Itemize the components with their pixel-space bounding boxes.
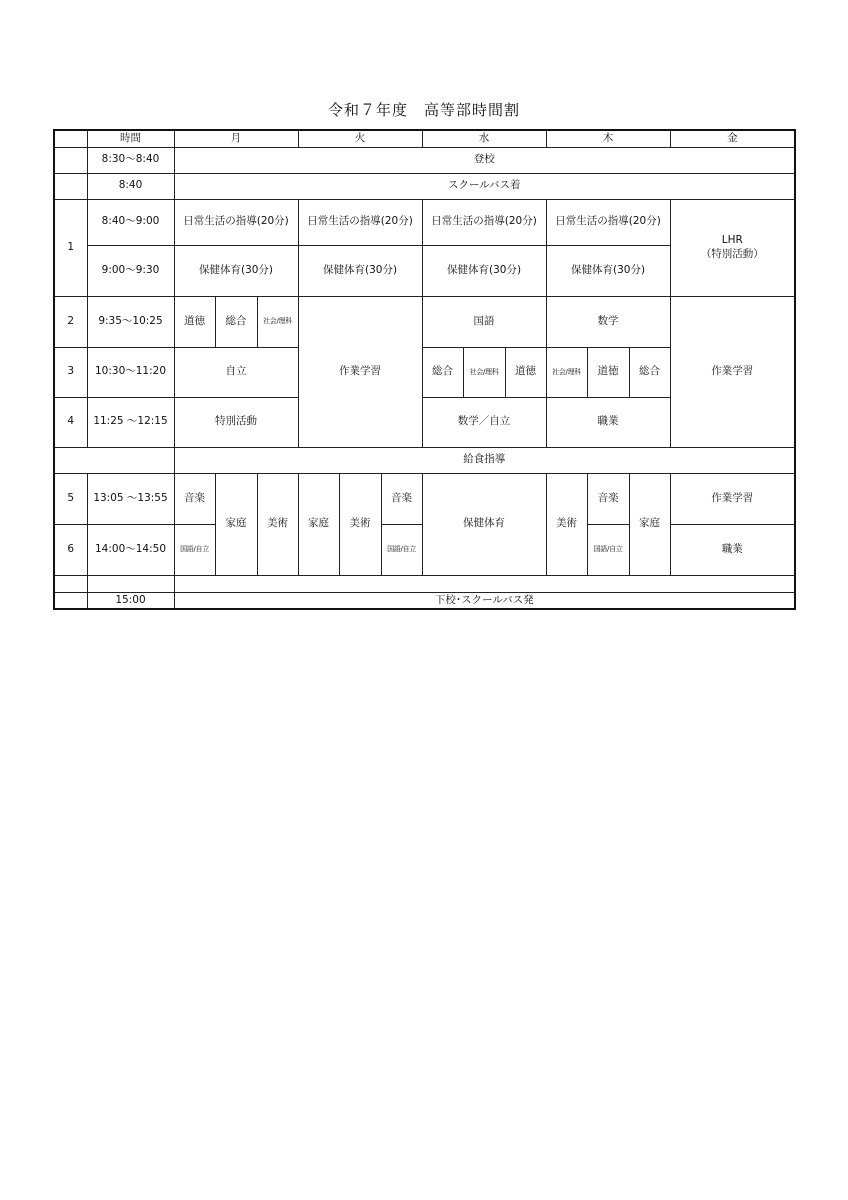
- lhr-sub-label: （特別活動）: [700, 247, 764, 260]
- page-title: 令和７年度 高等部時間割: [327, 101, 520, 119]
- dismissal-cell: 下校･スクールバス発: [174, 592, 795, 609]
- period-cell-empty: [54, 592, 87, 609]
- time-cell: 14:00〜14:50: [87, 524, 174, 575]
- lunch-empty-cell: [54, 447, 174, 473]
- time-cell: 15:00: [87, 592, 174, 609]
- thu-p4-vocation: 職業: [546, 397, 670, 447]
- header-thu: 木: [546, 130, 670, 147]
- time-cell: 8:30〜8:40: [87, 147, 174, 173]
- header-wed: 水: [422, 130, 546, 147]
- mon-daily-guidance: 日常生活の指導(20分): [174, 199, 298, 245]
- period-number: 6: [54, 524, 87, 575]
- period-number: 2: [54, 296, 87, 347]
- header-fri: 金: [670, 130, 795, 147]
- corner-cell: [54, 130, 87, 147]
- thu-p6-japanese-self: 国語/自立: [587, 524, 629, 575]
- time-cell: 11:25 〜12:15: [87, 397, 174, 447]
- mon-p3-self-reliance: 自立: [174, 347, 298, 397]
- time-cell: 9:35〜10:25: [87, 296, 174, 347]
- spacer-cell: [87, 575, 174, 592]
- period-number: 1: [54, 199, 87, 296]
- time-cell: 8:40〜9:00: [87, 199, 174, 245]
- tue-p6-japanese-self: 国語/自立: [381, 524, 422, 575]
- fri-lhr-cell: [670, 199, 795, 296]
- header-time: 時間: [87, 130, 174, 147]
- mon-p2-moral: 道徳: [174, 296, 215, 347]
- lunch-cell: 給食指導: [174, 447, 795, 473]
- thu-health-pe: 保健体育(30分): [546, 245, 670, 296]
- tue-p5-music: 音楽: [381, 473, 422, 524]
- mon-p6-japanese-self: 国語/自立: [174, 524, 215, 575]
- time-cell: 10:30〜11:20: [87, 347, 174, 397]
- mon-p5-music: 音楽: [174, 473, 215, 524]
- header-tue: 火: [298, 130, 422, 147]
- spacer-cell: [54, 575, 87, 592]
- wed-p4-math-self: 数学／自立: [422, 397, 546, 447]
- time-cell: 8:40: [87, 173, 174, 199]
- wed-p3-moral: 道徳: [505, 347, 546, 397]
- mon-p4-special-activities: 特別活動: [174, 397, 298, 447]
- time-cell: 13:05 〜13:55: [87, 473, 174, 524]
- mon-health-pe: 保健体育(30分): [174, 245, 298, 296]
- wed-daily-guidance: 日常生活の指導(20分): [422, 199, 546, 245]
- period-number: 3: [54, 347, 87, 397]
- thu-daily-guidance: 日常生活の指導(20分): [546, 199, 670, 245]
- thu-p3-integrated: 総合: [629, 347, 670, 397]
- period-number: 4: [54, 397, 87, 447]
- mon-home-ec: 家庭: [215, 473, 257, 575]
- thu-p5-music: 音楽: [587, 473, 629, 524]
- thu-home-ec: 家庭: [629, 473, 670, 575]
- thu-p3-moral: 道徳: [587, 347, 629, 397]
- thu-art: 美術: [546, 473, 587, 575]
- wed-p3-social-science: 社会/理科: [463, 347, 505, 397]
- wed-p3-integrated: 総合: [422, 347, 463, 397]
- bus-arrival-cell: スクールバス着: [174, 173, 795, 199]
- wed-p2-japanese: 国語: [422, 296, 546, 347]
- tue-daily-guidance: 日常生活の指導(20分): [298, 199, 422, 245]
- timetable: [53, 129, 796, 610]
- period-cell-empty: [54, 147, 87, 173]
- thu-p2-math: 数学: [546, 296, 670, 347]
- mon-p2-integrated: 総合: [215, 296, 257, 347]
- mon-art: 美術: [257, 473, 298, 575]
- thu-p3-social-science: 社会/理科: [546, 347, 587, 397]
- header-mon: 月: [174, 130, 298, 147]
- fri-work-study: 作業学習: [670, 296, 795, 447]
- tue-health-pe: 保健体育(30分): [298, 245, 422, 296]
- arrival-cell: 登校: [174, 147, 795, 173]
- tue-work-study: 作業学習: [298, 296, 422, 447]
- fri-p5-work-study: 作業学習: [670, 473, 795, 524]
- wed-health-pe-block: 保健体育: [422, 473, 546, 575]
- period-cell-empty: [54, 173, 87, 199]
- mon-p2-social-science: 社会/理科: [257, 296, 298, 347]
- tue-home-ec: 家庭: [298, 473, 339, 575]
- fri-p6-vocation: 職業: [670, 524, 795, 575]
- wed-health-pe: 保健体育(30分): [422, 245, 546, 296]
- tue-art: 美術: [339, 473, 381, 575]
- period-number: 5: [54, 473, 87, 524]
- lhr-label: LHR: [721, 234, 743, 247]
- spacer-cell: [174, 575, 795, 592]
- time-cell: 9:00〜9:30: [87, 245, 174, 296]
